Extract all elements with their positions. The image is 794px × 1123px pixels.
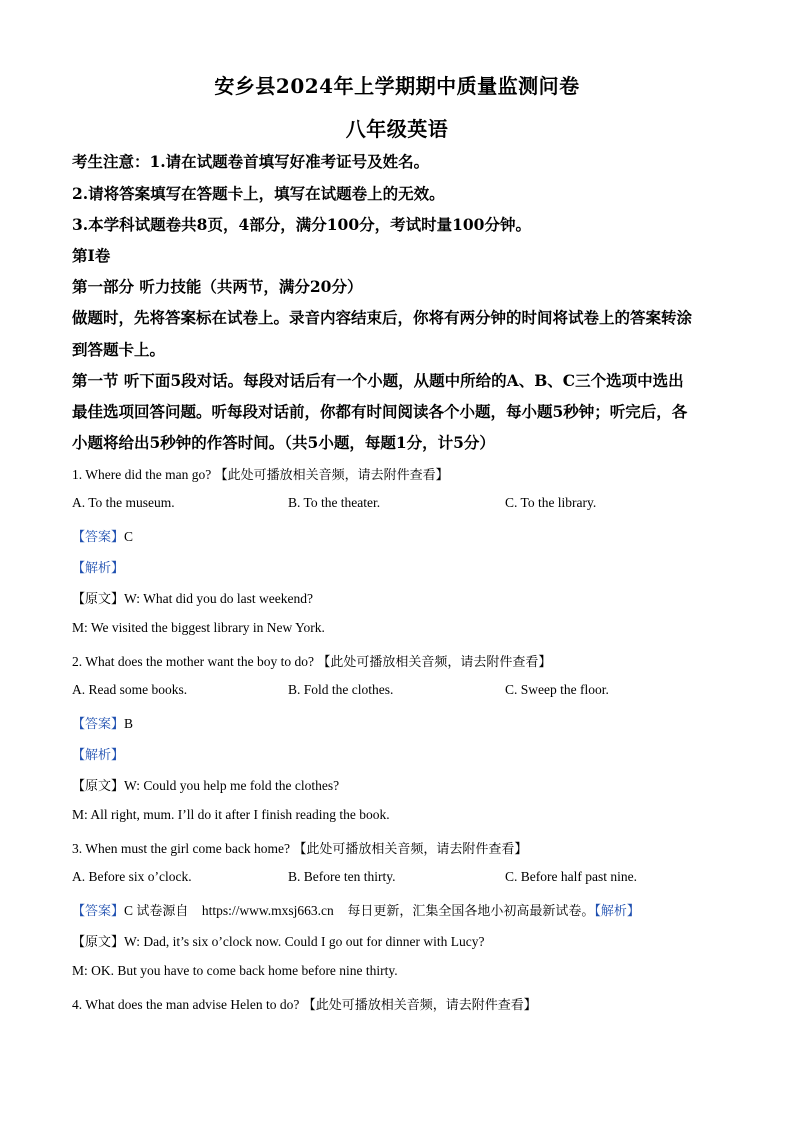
source-note: 试卷源自: [136, 904, 189, 919]
answer-label: 【答案】: [72, 904, 125, 919]
q1-transcript-w: [72, 588, 313, 607]
audio-link[interactable]: 【此处可播放相关音频，请去附件查看】: [214, 468, 449, 483]
answer-value: C: [124, 903, 134, 918]
q1-option-c: C. To the library.: [505, 495, 597, 510]
instruction-line-1: 做题时，先将答案标在试卷上。录音内容结束后，你将有两分钟的时间将试卷上的答案转涂: [72, 308, 693, 327]
volume-heading: 第Ⅰ卷: [72, 246, 111, 265]
q1-option-b: B. To the theater.: [288, 495, 381, 510]
analysis-label: 【解析】: [594, 904, 640, 919]
original-label: 【原文】: [72, 592, 125, 607]
q3-transcript-w: [72, 931, 484, 950]
note-2: 2.请将答案填写在答题卡上，填写在试题卷上的无效。: [72, 184, 445, 203]
q2-analysis-label: 【解析】: [72, 748, 125, 763]
source-text: 每日更新，汇集全国各地小初高最新试卷。: [347, 904, 595, 919]
q3-answer: [72, 900, 640, 919]
q2-answer: [72, 713, 133, 732]
q1-transcript-m: M: We visited the biggest library in New York.: [72, 620, 325, 635]
q3-option-b: B. Before ten thirty.: [288, 869, 396, 884]
question-text: 2. What does the mother want the boy to do?: [72, 654, 314, 669]
original-label: 【原文】: [72, 779, 125, 794]
transcript-text: W: Dad, it’s six o’clock now. Could I go out for dinner with Lucy?: [124, 934, 485, 949]
exam-title: 安乡县2024年上学期期中质量监测问卷: [214, 74, 580, 98]
original-label: 【原文】: [72, 935, 125, 950]
question-text: 4. What does the man advise Helen to do?: [72, 997, 300, 1012]
audio-link[interactable]: 【此处可播放相关音频，请去附件查看】: [317, 655, 552, 670]
question-4: [72, 994, 537, 1013]
q3-option-c: C. Before half past nine.: [505, 869, 637, 884]
q2-option-a: A. Read some books.: [72, 682, 188, 697]
section1-line-1: 第一节 听下面5段对话。每段对话后有一个小题，从题中所给的A、B、C三个选项中选出: [72, 371, 684, 390]
question-text: 3. When must the girl come back home?: [72, 841, 290, 856]
section1-line-3: 小题将给出5秒钟的作答时间。（共5小题，每题1分，计5分）: [72, 433, 495, 452]
exam-subject: 八年级英语: [345, 117, 449, 141]
q2-option-b: B. Fold the clothes.: [288, 682, 394, 697]
audio-link[interactable]: 【此处可播放相关音频，请去附件查看】: [302, 998, 537, 1013]
transcript-text: W: Could you help me fold the clothes?: [124, 778, 340, 793]
audio-link[interactable]: 【此处可播放相关音频，请去附件查看】: [293, 842, 528, 857]
question-text: 1. Where did the man go?: [72, 467, 212, 482]
q1-analysis-label: 【解析】: [72, 561, 125, 576]
note-3: 3.本学科试题卷共8页，4部分，满分100分，考试时量100分钟。: [72, 215, 531, 234]
question-2: [72, 651, 551, 670]
section1-line-2: 最佳选项回答问题。听每段对话前，你都有时间阅读各个小题，每小题5秒钟；听完后，各: [72, 402, 688, 421]
question-1: [72, 464, 449, 483]
q1-option-a: A. To the museum.: [72, 495, 175, 510]
q1-answer: [72, 526, 133, 545]
q2-transcript-w: [72, 775, 339, 794]
question-3: [72, 838, 527, 857]
transcript-text: W: What did you do last weekend?: [124, 591, 313, 606]
q3-option-a: A. Before six o’clock.: [72, 869, 192, 884]
answer-label: 【答案】: [72, 530, 125, 545]
instruction-line-2: 到答题卡上。: [72, 340, 166, 359]
note-1: 考生注意：1.请在试题卷首填写好准考证号及姓名。: [72, 152, 430, 171]
q2-transcript-m: M: All right, mum. I’ll do it after I finish reading the book.: [72, 807, 390, 822]
q3-transcript-m: M: OK. But you have to come back home before nine thirty.: [72, 963, 398, 978]
source-url-link[interactable]: https://www.mxsj663.cn: [201, 903, 334, 918]
answer-label: 【答案】: [72, 717, 125, 732]
answer-value: B: [124, 716, 134, 731]
q2-option-c: C. Sweep the floor.: [505, 682, 609, 697]
answer-value: C: [124, 529, 134, 544]
part-heading: 第一部分 听力技能（共两节，满分20分）: [72, 277, 363, 296]
